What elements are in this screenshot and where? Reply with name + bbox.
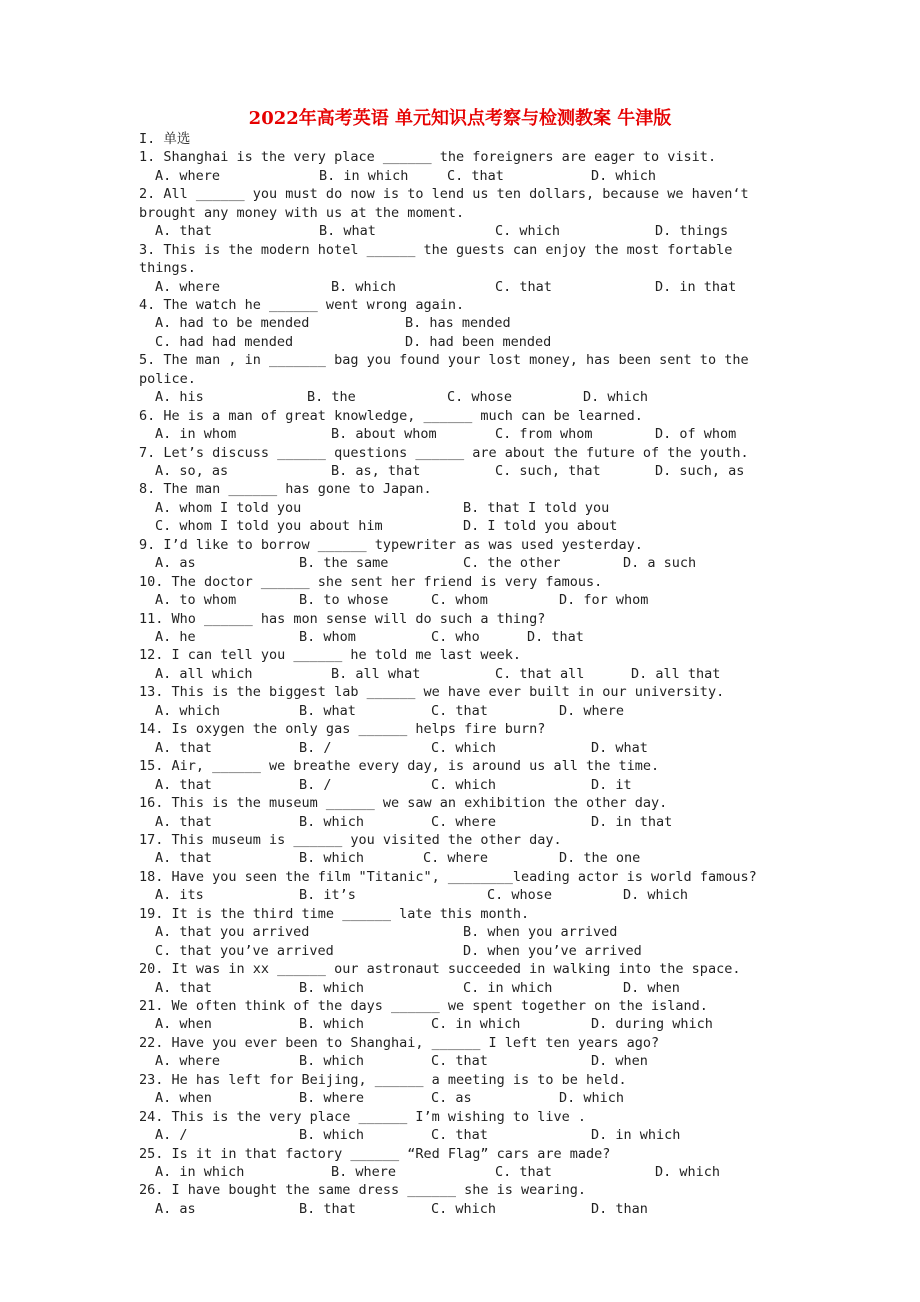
question-stem: 3. This is the modern hotel ______ the guests can enjoy the most fortable things. (139, 241, 741, 277)
answer-option: D. in which (591, 1127, 681, 1144)
question-stem: 19. It is the third time ______ late this month. (139, 905, 530, 922)
answer-option: B. that I told you (463, 499, 610, 516)
answer-option: C. that (447, 167, 504, 184)
question-stem: 4. The watch he ______ went wrong again. (139, 297, 465, 314)
answer-option: C. whom I told you about him (155, 518, 383, 535)
answer-option: A. his (155, 389, 204, 406)
option-row (139, 776, 789, 794)
answer-option: C. that all (495, 665, 585, 682)
answer-option: A. that (155, 850, 212, 867)
question-stem: 6. He is a man of great knowledge, ______ much can be learned. (139, 407, 643, 424)
answer-option: B. about whom (331, 426, 437, 443)
option-row (139, 1015, 789, 1033)
answer-option: D. what (591, 739, 648, 756)
question-stem: 12. I can tell you ______ he told me last week. (139, 647, 522, 664)
option-row (139, 1163, 789, 1181)
option-row (139, 628, 789, 646)
answer-option: C. that (431, 702, 488, 719)
answer-option: B. to whose (299, 592, 389, 609)
answer-option: A. so, as (155, 463, 229, 480)
question-stem: 10. The doctor ______ she sent her friend is very famous. (139, 573, 603, 590)
answer-option: D. all that (631, 665, 721, 682)
answer-option: D. that (527, 629, 584, 646)
answer-option: B. which (299, 813, 365, 830)
answer-option: A. when (155, 1016, 212, 1033)
answer-option: B. as, that (331, 463, 421, 480)
answer-option: C. whose (487, 887, 553, 904)
answer-option: D. which (655, 1163, 721, 1180)
answer-option: D. when (623, 979, 680, 996)
option-row (139, 462, 789, 480)
answer-option: A. that (155, 813, 212, 830)
answer-option: D. which (591, 167, 657, 184)
answer-option: D. a such (623, 555, 697, 572)
option-row (139, 314, 789, 332)
answer-option: D. it (591, 776, 632, 793)
page-title: 2022年高考英语 单元知识点考察与检测教案 牛津版 (248, 108, 672, 129)
question-stem: 7. Let’s discuss ______ questions ______ are about the future of the youth. (139, 444, 749, 461)
question-stem: 2. All ______ you must do now is to lend us ten dollars, because we haven‘t brought any money with us at the moment. (139, 186, 757, 221)
answer-option: C. who (431, 629, 480, 646)
answer-option: B. the same (299, 555, 389, 572)
answer-option: B. which (299, 850, 365, 867)
question-stem: 24. This is the very place ______ I’m wishing to live . (139, 1108, 587, 1125)
answer-option: A. / (155, 1127, 188, 1144)
answer-option: B. that (299, 1200, 356, 1217)
question-stem: 17. This museum is ______ you visited the other day. (139, 831, 562, 848)
answer-option: C. whom (431, 592, 488, 609)
answer-option: C. which (495, 223, 561, 240)
option-row (139, 1052, 789, 1070)
answer-option: B. which (299, 1016, 365, 1033)
question-stem: 20. It was in xx ______ our astronaut succeeded in walking into the space. (139, 961, 741, 978)
question-stem: 18. Have you seen the film "Titanic", ________leading actor is world famous? (139, 868, 757, 885)
answer-option: D. the one (559, 850, 641, 867)
answer-option: A. which (155, 702, 221, 719)
answer-option: D. which (623, 887, 689, 904)
answer-option: D. which (583, 389, 649, 406)
question-stem: 21. We often think of the days ______ we spent together on the island. (139, 997, 708, 1014)
answer-option: D. for whom (559, 592, 649, 609)
answer-option: C. that (431, 1127, 488, 1144)
answer-option: B. all what (331, 665, 421, 682)
answer-option: D. of whom (655, 426, 737, 443)
answer-option: B. whom (299, 629, 356, 646)
answer-option: D. during which (591, 1016, 713, 1033)
answer-option: D. when (591, 1053, 648, 1070)
answer-option: B. which (299, 1053, 365, 1070)
answer-option: C. where (431, 813, 497, 830)
answer-option: C. which (431, 1200, 497, 1217)
answer-option: B. / (299, 776, 332, 793)
option-row (139, 499, 789, 517)
question-stem: 11. Who ______ has mon sense will do such a thing? (139, 610, 546, 627)
option-row (139, 333, 789, 351)
question-stem: 15. Air, ______ we breathe every day, is around us all the time. (139, 758, 660, 775)
question-stem: 25. Is it in that factory ______ “Red Flag” cars are made? (139, 1145, 611, 1162)
answer-option: B. the (307, 389, 356, 406)
answer-option: B. which (299, 979, 365, 996)
answer-option: C. as (431, 1090, 472, 1107)
question-stem: 9. I’d like to borrow ______ typewriter as was used yesterday. (139, 536, 643, 553)
answer-option: C. whose (447, 389, 513, 406)
option-row (139, 813, 789, 831)
answer-option: C. where (423, 850, 489, 867)
answer-option: C. that you’ve arrived (155, 942, 334, 959)
answer-option: D. when you’ve arrived (463, 942, 642, 959)
option-row (139, 923, 789, 941)
question-stem: 13. This is the biggest lab ______ we have ever built in our university. (139, 684, 725, 701)
option-row (139, 849, 789, 867)
question-stem: 1. Shanghai is the very place ______ the foreigners are eager to visit. (139, 149, 717, 166)
answer-option: A. its (155, 887, 204, 904)
option-row (139, 591, 789, 609)
answer-option: D. than (591, 1200, 648, 1217)
answer-option: B. when you arrived (463, 924, 618, 941)
answer-option: D. things (655, 223, 729, 240)
answer-option: B. has mended (405, 315, 511, 332)
option-row (139, 278, 789, 296)
option-row (139, 942, 789, 960)
option-row (139, 665, 789, 683)
answer-option: D. in that (591, 813, 673, 830)
answer-option: A. as (155, 555, 196, 572)
option-row (139, 167, 789, 185)
question-stem: 5. The man , in _______ bag you found your lost money, has been sent to the police. (139, 352, 757, 387)
option-row (139, 1200, 789, 1218)
option-row (139, 388, 789, 406)
option-row (139, 1089, 789, 1107)
option-row (139, 222, 789, 240)
answer-option: D. such, as (655, 463, 745, 480)
question-stem: 23. He has left for Beijing, ______ a meeting is to be held. (139, 1071, 627, 1088)
option-row (139, 739, 789, 757)
answer-option: B. in which (319, 167, 409, 184)
answer-option: A. where (155, 1053, 221, 1070)
answer-option: C. that (495, 1163, 552, 1180)
answer-option: D. had been mended (405, 333, 552, 350)
answer-option: D. I told you about (463, 518, 618, 535)
answer-option: C. that (495, 278, 552, 295)
question-stem: 22. Have you ever been to Shanghai, ______ I left ten years ago? (139, 1034, 660, 1051)
answer-option: C. that (431, 1053, 488, 1070)
answer-option: B. which (331, 278, 397, 295)
question-stem: 14. Is oxygen the only gas ______ helps fire burn? (139, 721, 546, 738)
answer-option: A. had to be mended (155, 315, 310, 332)
answer-option: C. the other (463, 555, 561, 572)
question-list (139, 130, 789, 1218)
answer-option: D. in that (655, 278, 737, 295)
answer-option: B. where (299, 1090, 365, 1107)
answer-option: A. that you arrived (155, 924, 310, 941)
answer-option: C. from whom (495, 426, 593, 443)
answer-option: D. which (559, 1090, 625, 1107)
option-row (139, 517, 789, 535)
question-stem: 8. The man ______ has gone to Japan. (139, 481, 432, 498)
answer-option: A. where (155, 167, 221, 184)
answer-option: A. to whom (155, 592, 237, 609)
answer-option: A. where (155, 278, 221, 295)
question-stem: 26. I have bought the same dress ______ she is wearing. (139, 1182, 587, 1199)
answer-option: A. in which (155, 1163, 245, 1180)
answer-option: A. that (155, 739, 212, 756)
answer-option: B. which (299, 1127, 365, 1144)
answer-option: A. he (155, 629, 196, 646)
answer-option: C. in which (431, 1016, 521, 1033)
answer-option: B. what (319, 223, 376, 240)
answer-option: C. in which (463, 979, 553, 996)
section-heading: I. 单选 (139, 131, 191, 147)
answer-option: C. such, that (495, 463, 601, 480)
answer-option: C. which (431, 739, 497, 756)
answer-option: B. / (299, 739, 332, 756)
answer-option: A. all which (155, 665, 253, 682)
answer-option: B. where (331, 1163, 397, 1180)
option-row (139, 1126, 789, 1144)
answer-option: A. as (155, 1200, 196, 1217)
answer-option: A. in whom (155, 426, 237, 443)
answer-option: C. had had mended (155, 333, 294, 350)
option-row (139, 702, 789, 720)
answer-option: D. where (559, 702, 625, 719)
question-stem: 16. This is the museum ______ we saw an exhibition the other day. (139, 795, 668, 812)
answer-option: A. whom I told you (155, 499, 302, 516)
answer-option: B. it’s (299, 887, 356, 904)
answer-option: A. that (155, 776, 212, 793)
answer-option: A. that (155, 979, 212, 996)
answer-option: B. what (299, 702, 356, 719)
option-row (139, 886, 789, 904)
answer-option: C. which (431, 776, 497, 793)
option-row (139, 425, 789, 443)
answer-option: A. that (155, 223, 212, 240)
option-row (139, 554, 789, 572)
answer-option: A. when (155, 1090, 212, 1107)
option-row (139, 979, 789, 997)
